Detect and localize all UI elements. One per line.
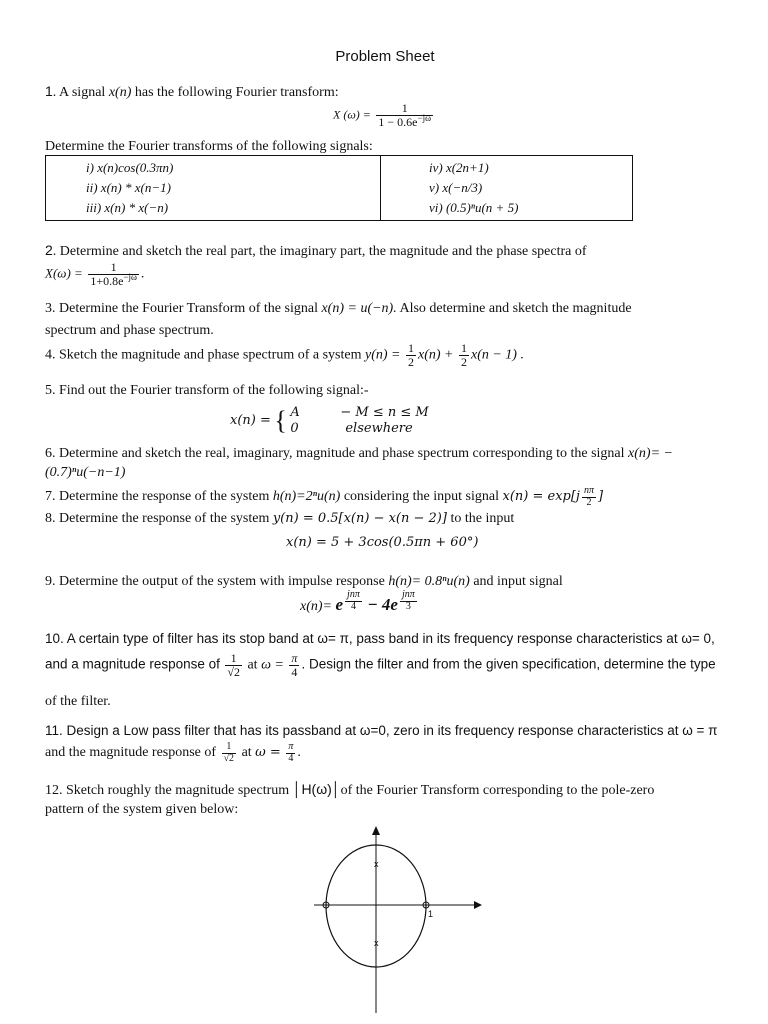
question-2-equation: X(ω) = $\frac{1}{1+0.8e^{-j\omega}}$ . — [45, 260, 145, 288]
question-10-line2: and a magnitude response of $\frac{1}{√2}$ at ω = $\frac{\pi}{4}$ . Design the filter and from the given specification, determine the type — [45, 651, 716, 679]
table-item: i) x(n)cos(0.3πn) — [86, 160, 174, 175]
axis-label-one: 1 — [428, 909, 434, 919]
page-title: Problem Sheet — [335, 48, 435, 65]
real-axis-arrow — [474, 901, 482, 909]
table-item: iv) x(2n+1) — [429, 160, 489, 175]
question-8-text: 8. Determine the response of the system y(n) = 0.5[x(n) − x(n − 2)] to the input — [45, 511, 515, 526]
table-item: iii) x(n) * x(−n) — [86, 200, 169, 215]
question-1-number: 1 — [45, 83, 53, 99]
question-1-instruction: Determine the Fourier transforms of the following signals: — [45, 139, 373, 154]
magnitude-symbol: │H(ω)│ — [292, 781, 341, 797]
question-3-text: 3. Determine the Fourier Transform of the signal x(n) = u(−n). Also determine and sketch the magnitude — [45, 301, 632, 316]
question-9-input: x(n)= e $\frac{\text{jnπ}}{4}$ − 4e $\frac{\text{jnπ}}{3}$ — [300, 589, 415, 614]
question-9-text: 9. Determine the output of the system with impulse response h(n)= 0.8ⁿu(n) and input signal — [45, 574, 563, 589]
table-right-column — [381, 156, 633, 221]
table-item: vi) (0.5)ⁿu(n + 5) — [429, 200, 519, 215]
question-4-text: 4. Sketch the magnitude and phase spectrum of a system y(n) = $\frac{1}{2}$ x(n) + $\frac{1}{2}$ x(n − 1) . — [45, 341, 524, 369]
table-item: ii) x(n) * x(n−1) — [86, 180, 171, 195]
question-7-text: 7. Determine the response of the system h(n)=2ⁿu(n) considering the input signal x(n) = exp[j $\frac{n\pi}{2}$ ] — [45, 485, 604, 508]
question-2-text: 2. Determine and sketch the real part, the imaginary part, the magnitude and the phase spectra of — [45, 242, 587, 259]
transform-table — [45, 155, 633, 221]
question-6-text: 6. Determine and sketch the real, imaginary, magnitude and phase spectrum corresponding to the signal x(n)= − — [45, 446, 673, 461]
question-6-signal: (0.7)ⁿu(−n−1) — [45, 465, 126, 480]
question-3-equation: x(n) = u(−n). — [321, 301, 397, 316]
question-5-text: 5. Find out the Fourier transform of the following signal:- — [45, 383, 369, 398]
pole-zero-diagram — [314, 823, 494, 1023]
question-1-intro: 1. A signal x(n) has the following Fourier transform: — [45, 83, 339, 100]
question-12-line1: 12. Sketch roughly the magnitude spectrum │H(ω)│of the Fourier Transform corresponding to the pole-zero — [45, 781, 655, 798]
question-3-line2: spectrum and phase spectrum. — [45, 323, 214, 338]
table-left-column — [46, 156, 381, 221]
imaginary-axis-arrow — [372, 826, 380, 835]
question-2-number: 2 — [45, 242, 53, 258]
pole-marker: x — [374, 938, 379, 948]
question-12-line2: pattern of the system given below: — [45, 802, 239, 817]
pole-marker: x — [374, 859, 379, 869]
question-5-piecewise: x(n) = { A − M ≤ n ≤ M 0 elsewhere — [230, 405, 429, 436]
question-8-input: x(n) = 5 + 3cos(0.5πn + 60°) — [286, 535, 479, 550]
question-1-equation: X (ω) = $\frac{1}{1 - 0.6e^{-j\omega}}$ — [333, 101, 431, 129]
question-11-line2: and the magnitude response of $\frac{1}{√2}$ at ω = $\frac{\pi}{4}$ . — [45, 741, 301, 764]
question-10-line1: 10. A certain type of filter has its stop band at ω= π, pass band in its frequency response characteristics at ω= 0, — [45, 631, 715, 646]
question-11-line1: 11. Design a Low pass filter that has its passband at ω=0, zero in its frequency response characteristics at ω = π — [45, 723, 718, 738]
question-10-line3: of the filter. — [45, 694, 111, 709]
table-item: v) x(−n/3) — [429, 180, 483, 195]
